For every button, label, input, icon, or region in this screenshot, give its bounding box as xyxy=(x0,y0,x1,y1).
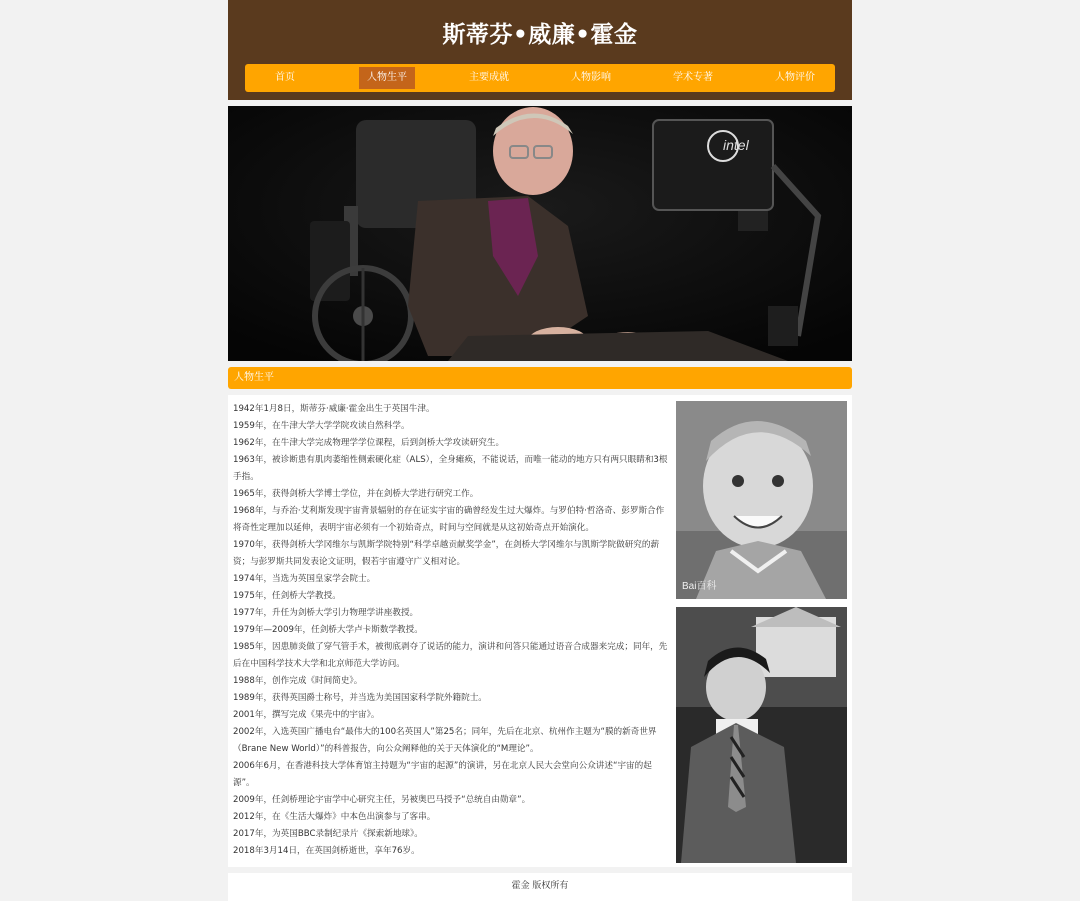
list-item: 1988年，创作完成《时间简史》。 xyxy=(233,676,363,686)
list-item: 2009年，任剑桥理论宇宙学中心研究主任，另被奥巴马授予“总统自由勋章”。 xyxy=(233,795,531,805)
nav-item-biography[interactable]: 人物生平 xyxy=(359,67,415,89)
nav-item-evaluation[interactable]: 人物评价 xyxy=(775,72,815,83)
nav-item-influence[interactable]: 人物影响 xyxy=(571,72,611,83)
hero-illustration xyxy=(228,106,852,361)
site-header xyxy=(228,0,852,100)
list-item: 1974年，当选为英国皇家学会院士。 xyxy=(233,574,376,584)
page xyxy=(228,0,852,901)
list-item: 2006年6月，在香港科技大学体育馆主持题为“宇宙的起源”的演讲，另在北京人民大会堂向公众讲述“宇宙的起源”。 xyxy=(233,761,652,788)
list-item: 1975年，任剑桥大学教授。 xyxy=(233,591,341,601)
list-item: 1968年，与乔治·艾利斯发现宇宙背景辐射的存在证实宇宙的确曾经发生过大爆炸。与罗伯特·哲洛奇、彭罗斯合作将奇性定理加以延伸，表明宇宙必须有一个初始奇点，时间与空间就是从这初始奇点开始演化。 xyxy=(233,506,665,533)
youth-portrait xyxy=(676,607,847,863)
list-item: 1989年，获得英国爵士称号，并当选为美国国家科学院外籍院士。 xyxy=(233,693,487,703)
nav-bar xyxy=(245,64,835,92)
list-item: 2017年，为英国BBC录制纪录片《探索新地球》。 xyxy=(233,829,423,839)
section-title: 人物生平 xyxy=(228,367,852,389)
baidu-watermark: Bai百科 xyxy=(682,581,717,592)
biography-content xyxy=(228,395,852,867)
list-item: 1985年，因患肺炎做了穿气管手术，被彻底剥夺了说话的能力，演讲和问答只能通过语音合成器来完成；同年，先后在中国科学技术大学和北京师范大学访问。 xyxy=(233,642,668,669)
hero-image xyxy=(228,106,852,361)
list-item: 1942年1月8日，斯蒂芬·威廉·霍金出生于英国牛津。 xyxy=(233,404,435,414)
nav-item-achievements[interactable]: 主要成就 xyxy=(469,72,509,83)
list-item: 1979年—2009年，任剑桥大学卢卡斯数学教授。 xyxy=(233,625,423,635)
nav-item-home[interactable]: 首页 xyxy=(275,72,295,83)
site-title: 斯蒂芬•威廉•霍金 xyxy=(442,22,638,48)
list-item: 2002年，入选英国广播电台“最伟大的100名英国人”第25名；同年，先后在北京、杭州作主题为“膜的新奇世界（Brane New World）”的科普报告，向公众阐释他的关于天体演化的“M理论”。 xyxy=(233,727,657,754)
list-item: 1965年，获得剑桥大学博士学位，并在剑桥大学进行研究工作。 xyxy=(233,489,479,499)
biography-list xyxy=(233,401,671,860)
list-item: 1963年，被诊断患有肌肉萎缩性侧索硬化症（ALS），全身瘫痪，不能说话，而唯一能动的地方只有两只眼睛和3根手指。 xyxy=(233,455,668,482)
list-item: 2012年，在《生活大爆炸》中本色出演参与了客串。 xyxy=(233,812,436,822)
youth-photo xyxy=(676,607,847,863)
list-item: 1977年，升任为剑桥大学引力物理学讲座教授。 xyxy=(233,608,419,618)
list-item: 1962年，在牛津大学完成物理学学位课程，后到剑桥大学攻读研究生。 xyxy=(233,438,505,448)
list-item: 1970年，获得剑桥大学冈维尔与凯斯学院特别“科学卓越贡献奖学金”，在剑桥大学冈维尔与凯斯学院做研究的薪资；与彭罗斯共同发表论文证明，假若宇宙遵守广义相对论。 xyxy=(233,540,660,567)
intel-logo: intel xyxy=(723,137,749,153)
list-item: 2001年，撰写完成《果壳中的宇宙》。 xyxy=(233,710,380,720)
child-portrait xyxy=(676,401,847,599)
footer-copyright: 霍金 版权所有 xyxy=(228,873,852,901)
nav-item-works[interactable]: 学术专著 xyxy=(673,72,713,83)
list-item: 2018年3月14日，在英国剑桥逝世，享年76岁。 xyxy=(233,846,420,856)
childhood-photo xyxy=(676,401,847,599)
list-item: 1959年，在牛津大学大学学院攻读自然科学。 xyxy=(233,421,410,431)
